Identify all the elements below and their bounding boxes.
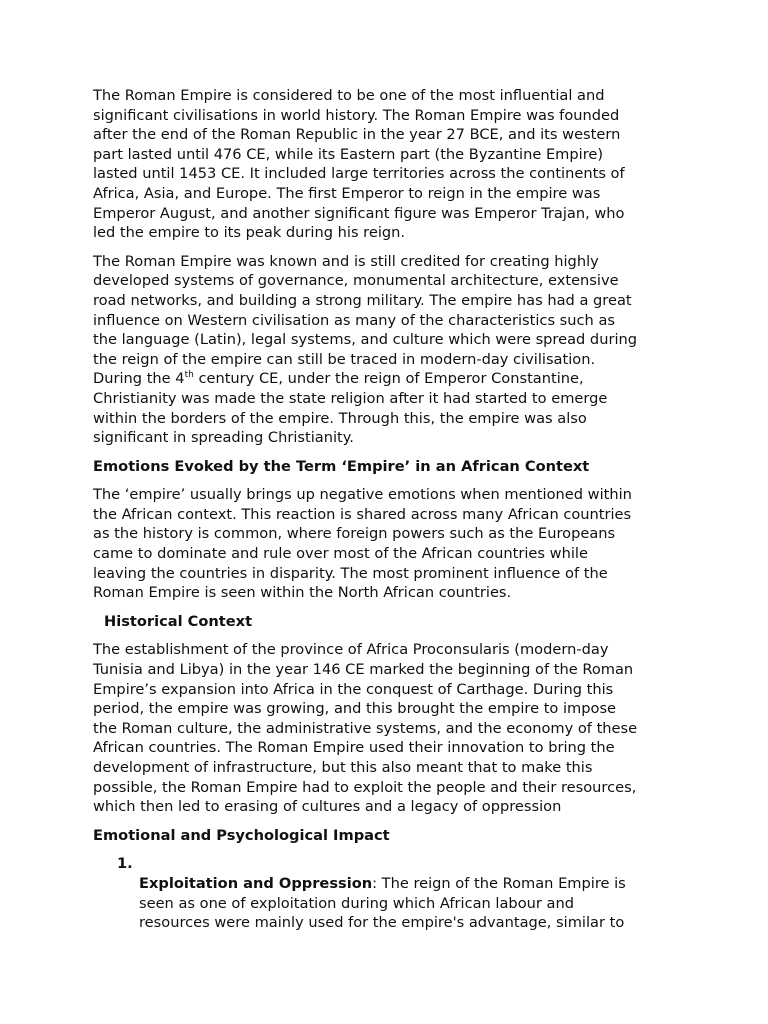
intro-paragraph-1: The Roman Empire is considered to be one of the most influential and significant civilisations in world history. The Roman Empire was founded after the end of the Roman Republic in the year 27 BCE, and its western part lasted until 476 CE, while its Eastern part (the Byzantine Empire) lasted until 1453 CE. It included large territories across the continents of Africa, Asia, and Europe. The first Emperor to reign in the empire was Emperor August, and another significant figure was Emperor Trajan, who led the empire to its peak during his reign. xyxy=(93,87,625,242)
list-item-term: Exploitation and Oppression xyxy=(139,874,373,892)
document-page xyxy=(93,86,683,933)
ordinal-suffix: th xyxy=(184,370,194,381)
list-item-text: : The reign of the Roman Empire is seen as one of exploitation during which African labour and resources were mainly used for the empire's advantage, similar to xyxy=(139,874,626,932)
historical-context-paragraph: The establishment of the province of Africa Proconsularis (modern-day Tunisia and Libya) in the year 146 CE marked the beginning of the Roman Empire’s expansion into Africa in the conquest of Carthage. During this period, the empire was growing, and this brought the empire to impose the Roman culture, the administrative systems, and the economy of these African countries. The Roman Empire used their innovation to bring the development of infrastructure, but this also meant that to make this possible, the Roman Empire had to exploit the people and their resources, which then led to erasing of cultures and a legacy of oppression xyxy=(93,641,638,816)
emotions-paragraph: The ‘empire’ usually brings up negative emotions when mentioned within the African context. This reaction is shared across many African countries as the history is common, where foreign powers such as the Europeans came to dominate and rule over most of the African countries while leaving the countries in disparity. The most prominent influence of the Roman Empire is seen within the North African countries. xyxy=(93,486,632,602)
emotions-heading: Emotions Evoked by the Term ‘Empire’ in an African Context xyxy=(93,457,590,475)
intro-paragraph-2-part-2: century CE, under the reign of Emperor Constantine, Christianity was made the state religion after it had started to emerge within the borders of the empire. Through this, the empire was also significant in spreading Christianity. xyxy=(93,370,608,447)
intro-paragraph-2-part-1: The Roman Empire was known and is still credited for creating highly developed systems of governance, monumental architecture, extensive road networks, and building a strong military. The empire has had a great influence on Western civilisation as many of the characteristics such as the language (Latin), legal systems, and culture which were spread during the reign of the empire can still be traced in modern-day civilisation. During the 4 xyxy=(93,252,638,388)
intro-paragraph-2 xyxy=(93,252,683,448)
impact-heading: Emotional and Psychological Impact xyxy=(93,826,390,844)
list-item-number: 1. xyxy=(117,855,133,873)
historical-context-heading: Historical Context xyxy=(104,612,253,630)
list-item xyxy=(93,854,683,932)
